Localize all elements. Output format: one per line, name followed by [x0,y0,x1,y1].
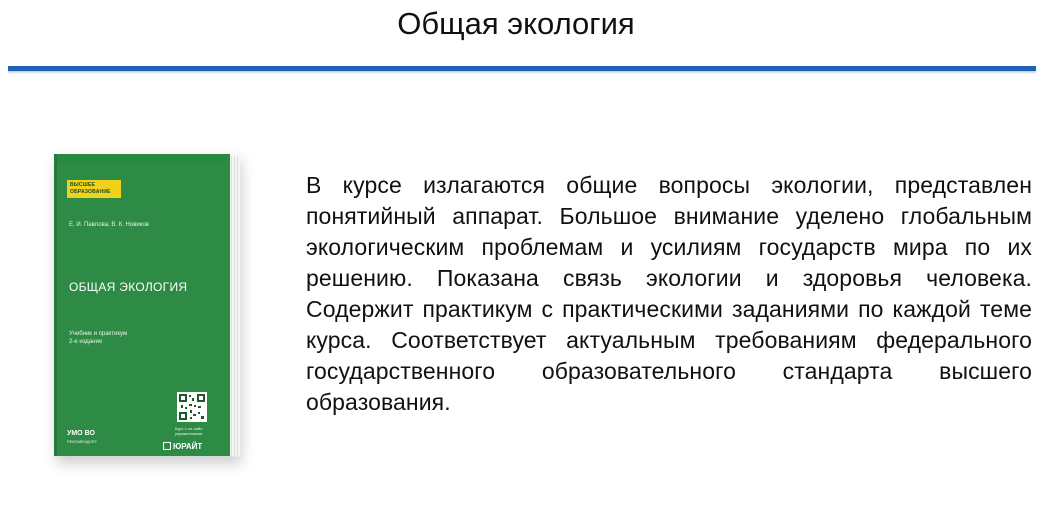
book-cover-image [48,150,248,470]
page-title: Общая экология [397,6,635,41]
qr-code-icon [177,392,207,422]
header-divider-shadow [8,71,1036,74]
book-series-label-line1: ВЫСШЕЕ [70,182,96,188]
book-umo-sub: РЕКОМЕНДУЕТ [67,439,98,444]
book-umo: УМО ВО [67,430,95,437]
book-publisher-name: ЮРАЙТ [173,442,203,451]
book-publisher [163,442,202,451]
book-title: ОБЩАЯ ЭКОЛОГИЯ [69,280,188,294]
book-series-label-line2: ОБРАЗОВАНИЕ [70,189,111,195]
book-description: В курсе излагаются общие вопросы экологии, представлен понятийный аппарат. Большое внимание уделено глобальным экологическим проблемам и усилиям государств мира по их решению. Показана связь экологии и здоровья человека. Содержит практикум с практическими заданиями по каждой теме курса. Соответствует актуальным требованиям федерального государственного образовательного стандарта высшего образования. [306,172,1032,415]
publisher-logo-icon [163,442,171,450]
book-qr-caption: Курс с он-лайн упражнениями [175,426,203,436]
book-series-label [67,180,121,198]
book-top-strip [57,154,230,162]
book-subtitle-line1: Учебник и практикум [69,331,128,337]
book-subtitle [69,330,127,346]
book-cover [54,154,230,456]
book-authors: Е. И. Павлова, В. К. Новиков [69,222,149,228]
book-subtitle-line2: 2-е издание [69,339,103,345]
